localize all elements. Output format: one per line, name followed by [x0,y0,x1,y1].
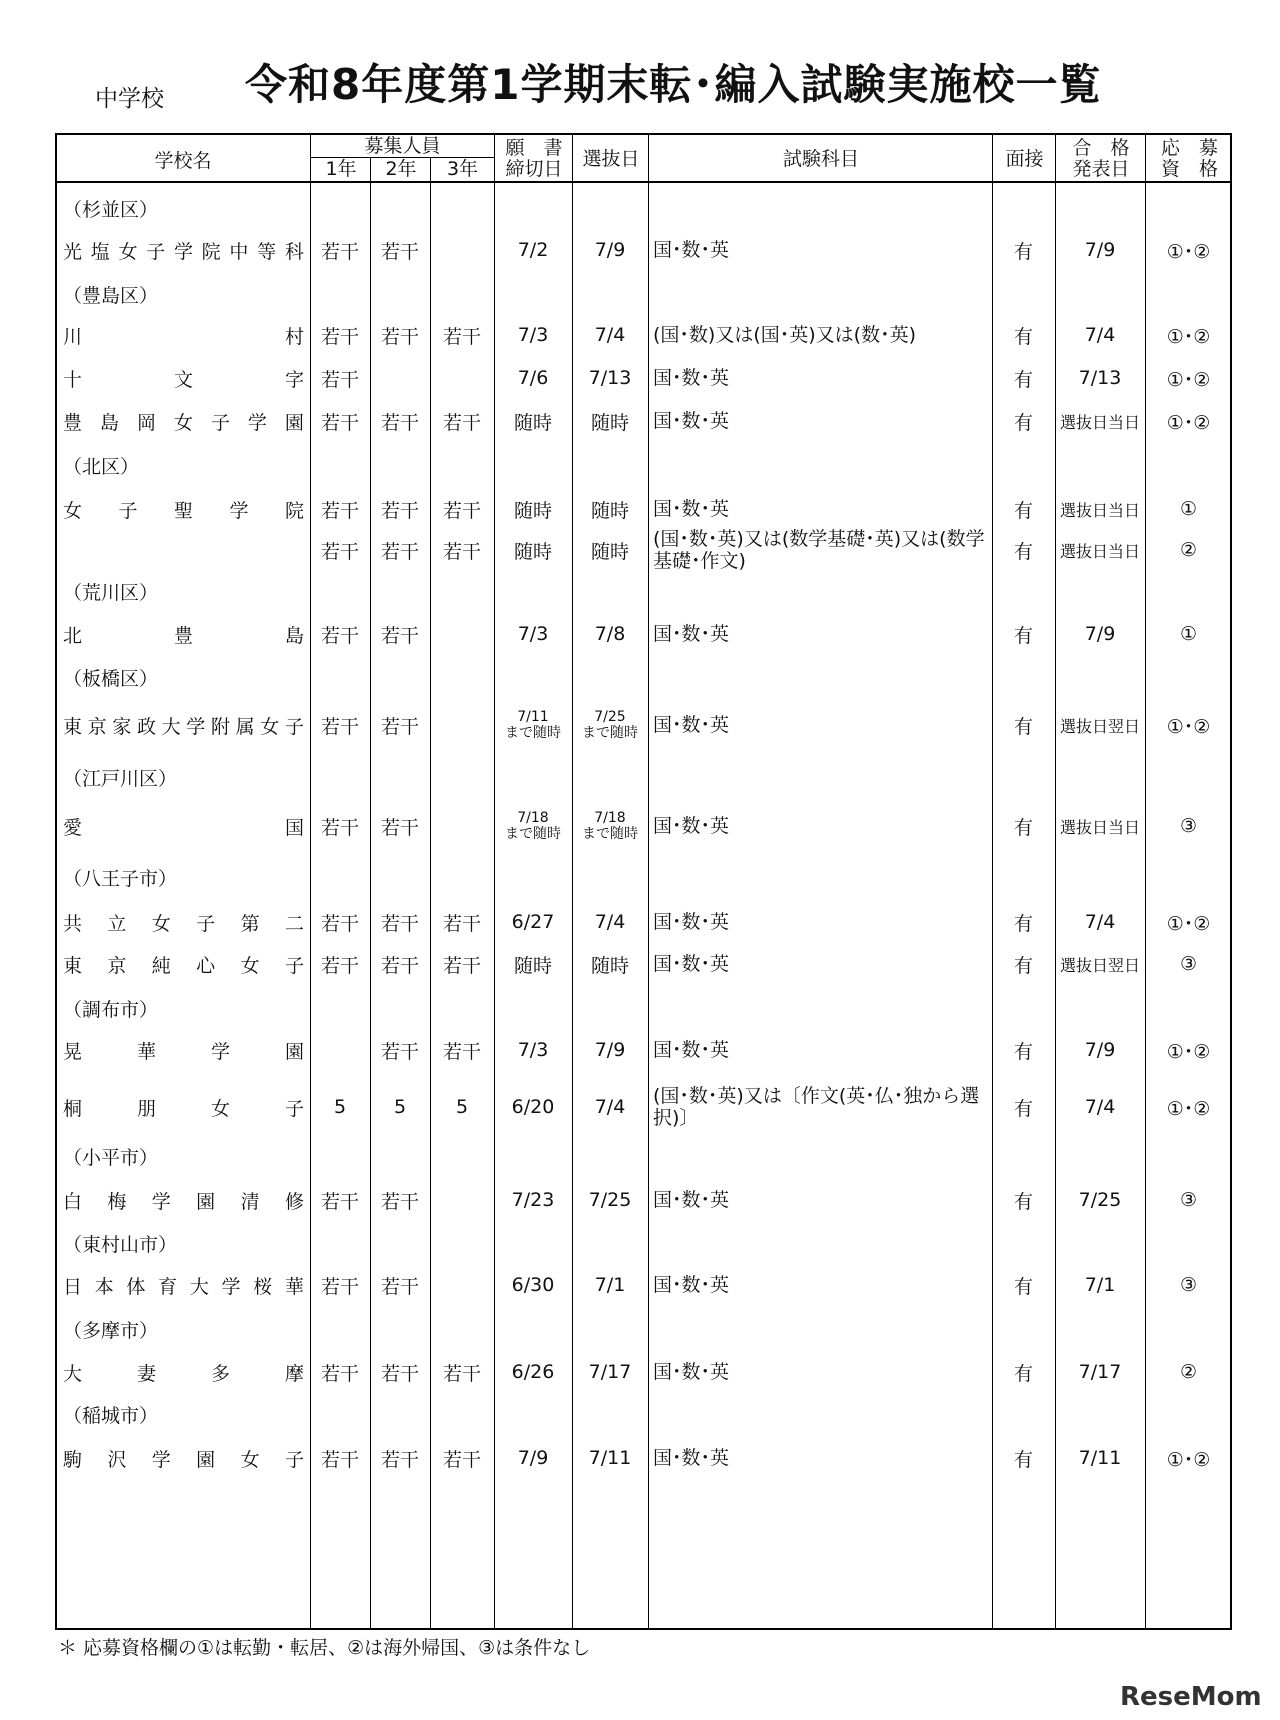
recruit-count-g3 [430,617,494,651]
exam-subjects: 国･数･英 [653,623,730,645]
selection-date: 随時 [590,954,629,977]
interview-flag: 有 [1013,1097,1033,1120]
region-row [57,660,1230,694]
application-deadline: 7/3 [517,1039,549,1061]
pass-announcement: 7/4 [1084,324,1116,346]
col-header-g2: 2年 [385,158,417,180]
application-deadline: 随時 [513,954,552,977]
region-label: （北区） [63,455,140,478]
eligibility: ① [1179,498,1198,520]
recruit-count-g2: 若干 [380,240,419,263]
recruit-count-g1: 5 [333,1096,347,1118]
recruit-count-g3: 若干 [442,411,481,434]
school-name: 豊 島 岡 女 子 学 園 [63,411,304,434]
recruit-count-g2: 若干 [380,1448,419,1471]
pass-announcement: 7/13 [1078,367,1122,389]
pass-announcement: 選抜日翌日 [1059,716,1140,736]
col-header-subjects: 試験科目 [782,148,859,170]
interview-flag: 有 [1013,624,1033,647]
exam-subjects: 国･数･英 [653,410,730,432]
selection-date: 7/4 [594,911,626,933]
table-row [57,1441,1230,1475]
col-header-recruit: 募集人員 [364,135,441,157]
recruit-count-g1: 若干 [320,954,359,977]
interview-flag: 有 [1013,912,1033,935]
school-name: 光 塩 女 子 学 院 中 等 科 [63,240,304,263]
col-header-deadline-line1: 願 書 [505,137,563,159]
col-header-g1: 1年 [325,158,357,180]
eligibility: ①･② [1166,1040,1211,1063]
region-row [57,448,1230,482]
region-label: （荒川区） [63,581,159,604]
recruit-count-g1: 若干 [320,912,359,935]
region-label: （多摩市） [63,1319,159,1342]
resemom-logo: ReseMom [1120,1682,1262,1712]
page-title: 令和8年度第1学期末転･編入試験実施校一覧 [245,60,1102,109]
recruit-count-g1: 若干 [320,715,359,738]
school-name [57,521,310,579]
table-row [57,1077,1230,1137]
region-label: （小平市） [63,1146,159,1169]
recruit-count-g3: 若干 [442,499,481,522]
region-label: （板橋区） [63,667,159,690]
application-deadline: 6/30 [511,1274,555,1296]
table-row [57,521,1230,579]
region-label: （江戸川区） [63,767,178,790]
col-header-deadline-line2: 締切日 [505,158,563,180]
recruit-count-g3: 若干 [442,325,481,348]
region-label: （杉並区） [63,198,159,221]
col-header-interview: 面接 [1005,148,1044,170]
selection-date: 7/1 [594,1274,626,1296]
eligibility: ② [1179,539,1198,561]
application-deadline: 7/3 [517,324,549,346]
recruit-count-g2: 若干 [380,1275,419,1298]
school-name: 東 京 家 政 大 学 附 属 女 子 [63,715,304,738]
application-deadline: 7/2 [517,239,549,261]
recruit-count-g2: 若干 [380,816,419,839]
col-header-g3: 3年 [446,158,479,180]
school-name: 共 立 女 子 第 二 [63,912,304,935]
recruit-count-g3: 若干 [442,1362,481,1385]
recruit-count-g3 [430,1268,494,1302]
interview-flag: 有 [1013,540,1033,563]
pass-announcement: 選抜日当日 [1059,500,1140,520]
exam-subjects: (国･数)又は(国･英)又は(数･英) [653,324,916,346]
eligibility: ①･② [1166,411,1211,434]
recruit-count-g1 [310,1033,370,1067]
application-deadline: 7/9 [517,1447,549,1469]
interview-flag: 有 [1013,325,1033,348]
selection-date: 随時 [590,499,629,522]
school-name: 東 京 純 心 女 子 [63,954,304,977]
table-row [57,361,1230,395]
eligibility: ①･② [1166,1097,1211,1120]
school-name: 十 文 字 [63,368,304,391]
table-row [57,1183,1230,1217]
recruit-count-g2: 若干 [380,1362,419,1385]
recruit-count-g1: 若干 [320,499,359,522]
application-deadline: 随時 [513,540,552,563]
recruit-count-g2: 若干 [380,624,419,647]
col-header-elig-line1: 応 募 [1160,137,1218,159]
selection-date: 7/8 [594,623,626,645]
deadline-date-line: 7/11 [517,709,549,725]
selection-note-line: まで随時 [582,826,638,842]
pass-announcement: 7/9 [1084,1039,1116,1061]
selection-date: 7/4 [594,1096,626,1118]
region-row [57,574,1230,608]
eligibility: ①･② [1166,368,1211,391]
school-name: 日 本 体 育 大 学 桜 華 [63,1275,304,1298]
exam-subjects: 国･数･英 [653,911,730,933]
selection-date: 7/9 [594,239,626,261]
header-bottom-line [57,181,1230,183]
exam-subjects: (国･数･英)又は(数学基礎･英)又は(数学基礎･作文) [653,528,985,572]
recruit-count-g2: 若干 [380,499,419,522]
recruit-count-g2: 若干 [380,1040,419,1063]
application-deadline: 7/23 [511,1189,555,1211]
eligibility: ①･② [1166,240,1211,263]
selection-date: 7/4 [594,324,626,346]
region-row [57,1312,1230,1346]
recruit-count-g1: 若干 [320,1275,359,1298]
table-row [57,905,1230,939]
selection-date: 7/11 [588,1447,632,1469]
recruit-count-g3 [430,361,494,395]
interview-flag: 有 [1013,816,1033,839]
selection-date: 7/9 [594,1039,626,1061]
application-deadline: 随時 [513,411,552,434]
region-row [57,860,1230,894]
exam-subjects: 国･数･英 [653,367,730,389]
recruit-count-g1: 若干 [320,624,359,647]
selection-date-line: 7/18 [594,810,626,826]
selection-note-line: まで随時 [582,725,638,741]
recruit-count-g2: 若干 [380,411,419,434]
recruit-count-g1: 若干 [320,540,359,563]
interview-flag: 有 [1013,368,1033,391]
recruit-count-g3: 若干 [442,1448,481,1471]
recruit-count-g2: 若干 [380,954,419,977]
interview-flag: 有 [1013,1190,1033,1213]
application-deadline [494,804,572,848]
pass-announcement: 7/9 [1084,623,1116,645]
school-name: 白 梅 学 園 清 修 [63,1190,304,1213]
interview-flag: 有 [1013,715,1033,738]
recruit-count-g3 [430,233,494,267]
footnote: ＊ 応募資格欄の①は転勤・転居、②は海外帰国、③は条件なし [58,1637,591,1659]
eligibility: ① [1179,623,1198,645]
selection-date [572,703,648,747]
exam-subjects: 国･数･英 [653,1274,730,1296]
selection-date: 7/13 [588,367,632,389]
interview-flag: 有 [1013,1448,1033,1471]
pass-announcement: 7/9 [1084,239,1116,261]
region-row [57,191,1230,225]
pass-announcement: 選抜日翌日 [1059,955,1140,975]
region-label: （八王子市） [63,867,178,890]
region-label: （稲城市） [63,1404,159,1427]
selection-date: 7/17 [588,1361,632,1383]
exam-subjects: 国･数･英 [653,714,730,736]
region-row [57,760,1230,794]
pass-announcement: 選抜日当日 [1059,541,1140,561]
region-row [57,991,1230,1025]
col-header-pass-line2: 発表日 [1072,158,1130,180]
recruit-count-g1: 若干 [320,1362,359,1385]
col-header-school: 学校名 [154,150,212,172]
recruit-count-g3: 若干 [442,540,481,563]
recruit-count-g3: 若干 [442,954,481,977]
school-name: 桐 朋 女 子 [63,1097,304,1120]
selection-date: 7/25 [588,1189,632,1211]
region-label: （豊島区） [63,284,159,307]
deadline-date-line: 7/18 [517,810,549,826]
table-row [57,404,1230,438]
region-row [57,1397,1230,1431]
exam-subjects: 国･数･英 [653,239,730,261]
pass-announcement: 7/4 [1084,1096,1116,1118]
interview-flag: 有 [1013,499,1033,522]
region-label: （東村山市） [63,1233,178,1256]
table-row [57,617,1230,651]
recruit-count-g1: 若干 [320,816,359,839]
school-name: 北 豊 島 [63,624,304,647]
region-label: （調布市） [63,998,159,1021]
school-name: 駒 沢 学 園 女 子 [63,1448,304,1471]
pass-announcement: 選抜日当日 [1059,817,1140,837]
col-header-elig-line2: 資 格 [1160,158,1218,180]
table-row [57,1033,1230,1067]
eligibility: ①･② [1166,912,1211,935]
eligibility: ①･② [1166,1448,1211,1471]
school-name: 川 村 [63,325,304,348]
grid-hline [310,157,494,158]
application-deadline: 7/6 [517,367,549,389]
region-row [57,1226,1230,1260]
table-row [57,318,1230,352]
region-row [57,277,1230,311]
schools-table [55,133,1232,1630]
school-name: 愛 国 [63,816,304,839]
pass-announcement: 選抜日当日 [1059,412,1140,432]
pass-announcement: 7/17 [1078,1361,1122,1383]
interview-flag: 有 [1013,1362,1033,1385]
pass-announcement: 7/1 [1084,1274,1116,1296]
col-header-pass-line1: 合 格 [1072,137,1130,159]
eligibility: ③ [1179,1274,1198,1296]
school-name: 女 子 聖 学 院 [63,499,304,522]
recruit-count-g2: 若干 [380,715,419,738]
application-deadline: 随時 [513,499,552,522]
table-row [57,947,1230,981]
application-deadline: 6/26 [511,1361,555,1383]
recruit-count-g1: 若干 [320,1448,359,1471]
recruit-count-g2 [370,361,430,395]
school-kind-label: 中学校 [95,86,164,112]
deadline-note-line: まで随時 [505,725,561,741]
recruit-count-g1: 若干 [320,411,359,434]
col-header-selection: 選抜日 [582,148,640,170]
exam-subjects: (国･数･英)又は〔作文(英･仏･独から選択)〕 [653,1085,980,1129]
recruit-count-g3 [430,703,494,747]
recruit-count-g1: 若干 [320,325,359,348]
exam-subjects: 国･数･英 [653,1447,730,1469]
recruit-count-g1: 若干 [320,1190,359,1213]
recruit-count-g1: 若干 [320,368,359,391]
school-name: 大 妻 多 摩 [63,1362,304,1385]
recruit-count-g3: 5 [455,1096,469,1118]
recruit-count-g2: 若干 [380,325,419,348]
exam-subjects: 国･数･英 [653,953,730,975]
interview-flag: 有 [1013,240,1033,263]
recruit-count-g3 [430,1183,494,1217]
exam-subjects: 国･数･英 [653,1039,730,1061]
recruit-count-g3: 若干 [442,1040,481,1063]
table-row [57,703,1230,747]
selection-date: 随時 [590,411,629,434]
recruit-count-g2: 若干 [380,540,419,563]
pass-announcement: 7/4 [1084,911,1116,933]
recruit-count-g2: 若干 [380,1190,419,1213]
application-deadline: 6/20 [511,1096,555,1118]
application-deadline: 6/27 [511,911,555,933]
eligibility: ①･② [1166,715,1211,738]
recruit-count-g2: 5 [393,1096,407,1118]
selection-date: 随時 [590,540,629,563]
interview-flag: 有 [1013,1040,1033,1063]
exam-subjects: 国･数･英 [653,498,730,520]
table-row [57,1355,1230,1389]
exam-subjects: 国･数･英 [653,1361,730,1383]
interview-flag: 有 [1013,1275,1033,1298]
deadline-note-line: まで随時 [505,826,561,842]
recruit-count-g2: 若干 [380,912,419,935]
application-deadline: 7/3 [517,623,549,645]
pass-announcement: 7/11 [1078,1447,1122,1469]
eligibility: ③ [1179,953,1198,975]
eligibility: ③ [1179,815,1198,837]
interview-flag: 有 [1013,411,1033,434]
interview-flag: 有 [1013,954,1033,977]
recruit-count-g3: 若干 [442,912,481,935]
eligibility: ①･② [1166,325,1211,348]
application-deadline [494,703,572,747]
table-row [57,233,1230,267]
exam-subjects: 国･数･英 [653,815,730,837]
eligibility: ② [1179,1361,1198,1383]
table-row [57,804,1230,848]
recruit-count-g1: 若干 [320,240,359,263]
selection-date-line: 7/25 [594,709,626,725]
exam-subjects: 国･数･英 [653,1189,730,1211]
selection-date [572,804,648,848]
recruit-count-g3 [430,804,494,848]
school-name: 晃 華 学 園 [63,1040,304,1063]
pass-announcement: 7/25 [1078,1189,1122,1211]
table-row [57,1268,1230,1302]
eligibility: ③ [1179,1189,1198,1211]
region-row [57,1139,1230,1173]
